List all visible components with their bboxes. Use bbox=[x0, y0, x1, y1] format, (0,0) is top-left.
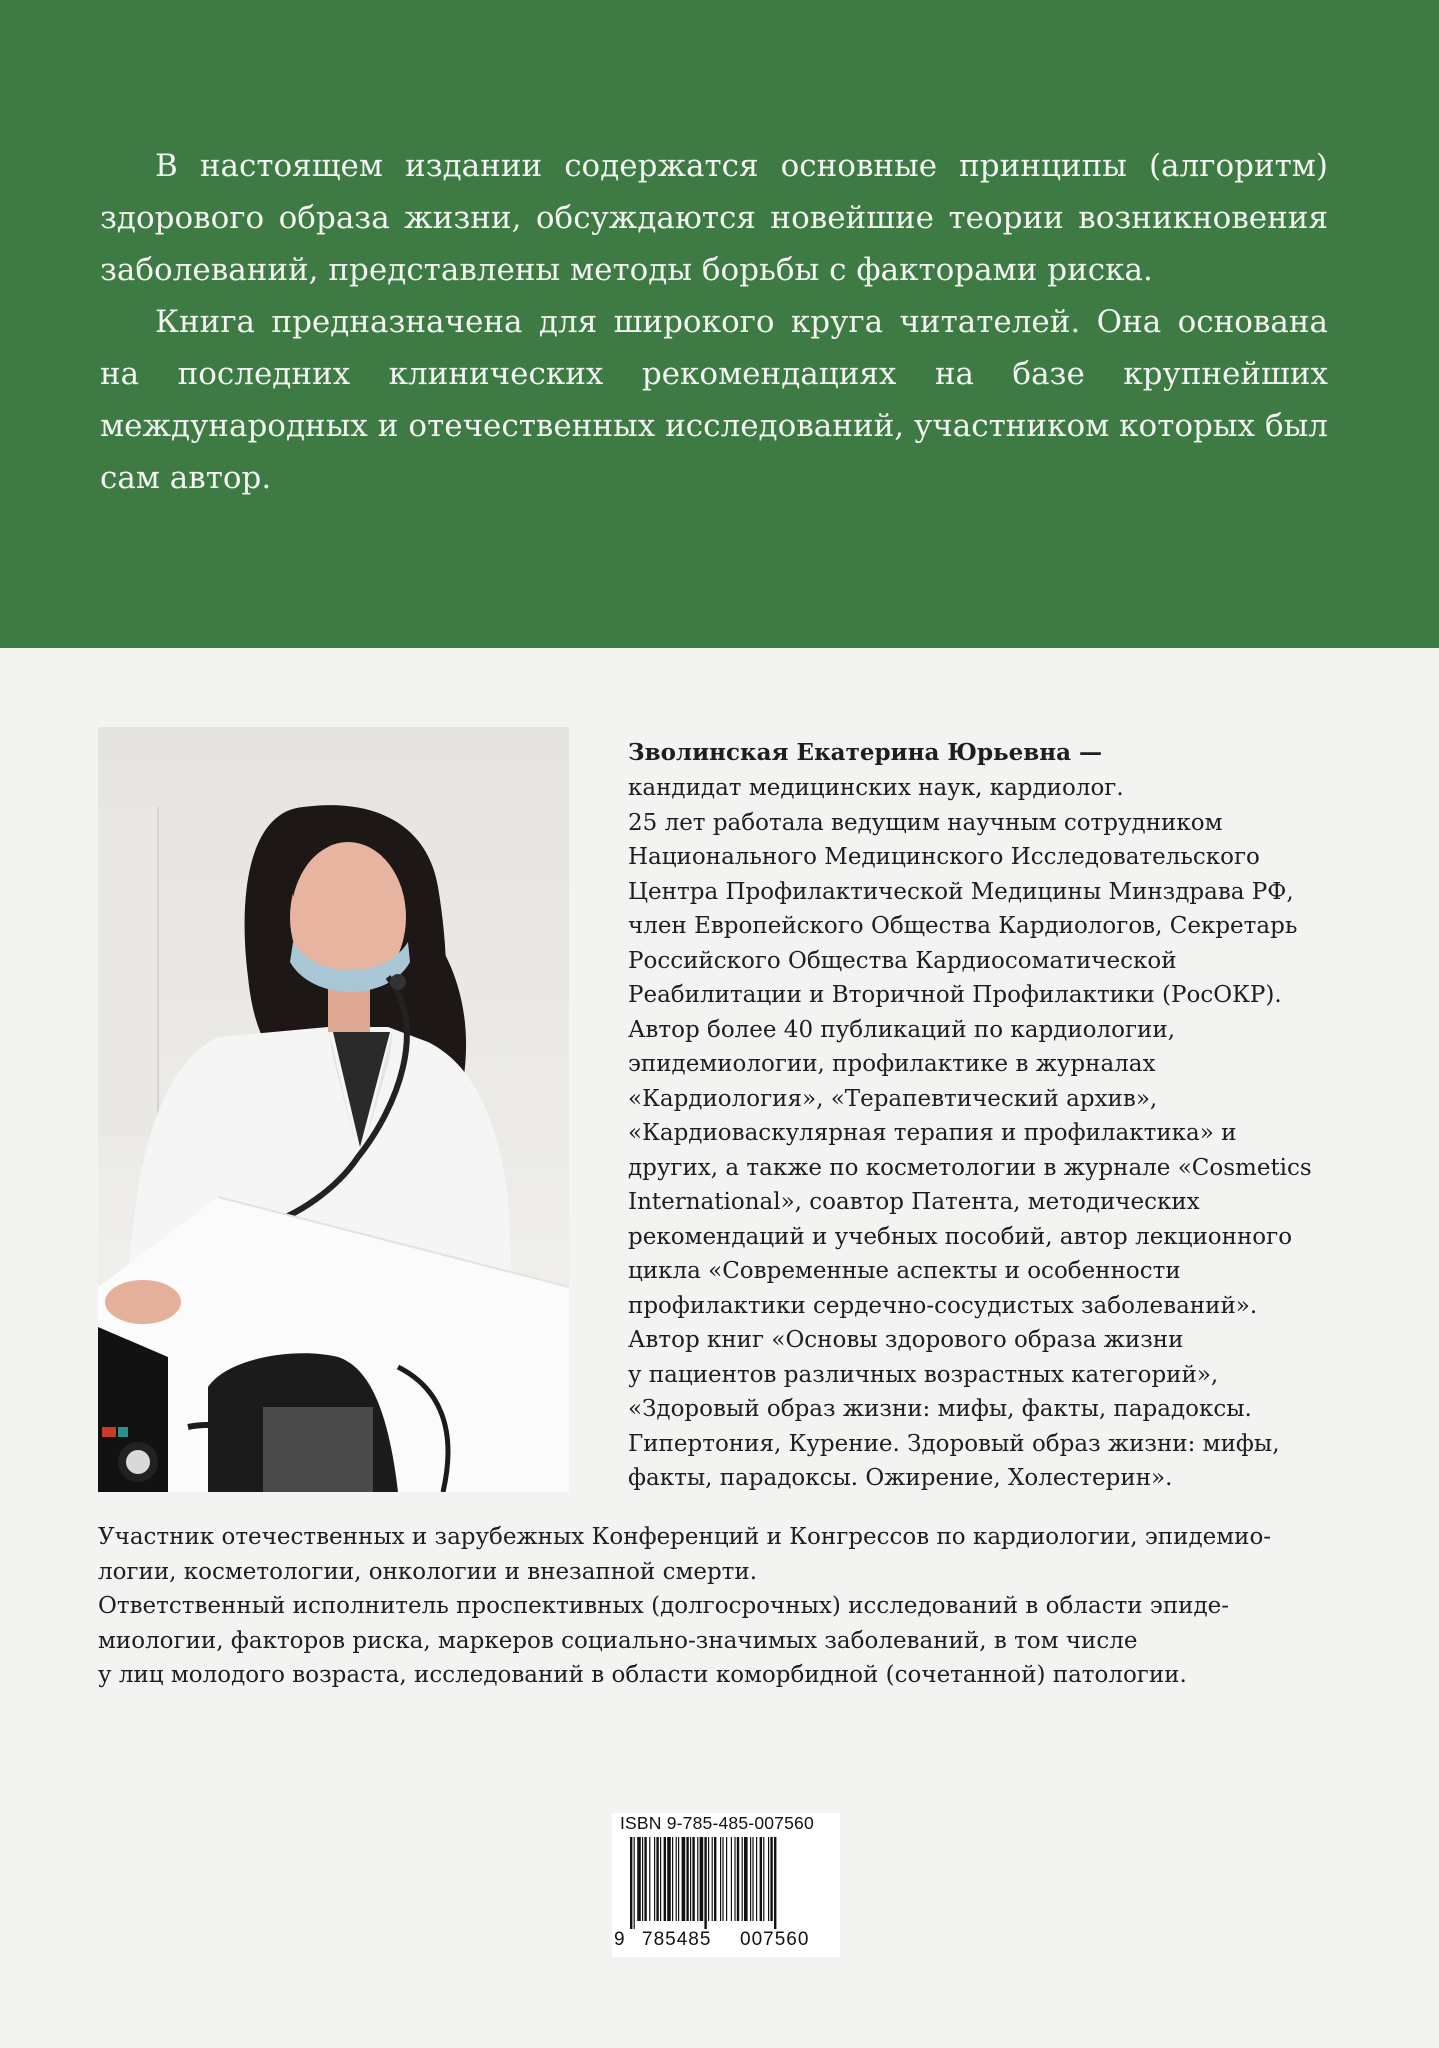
bio-line: International», соавтор Патента, методических bbox=[628, 1189, 1200, 1215]
barcode-bar bbox=[672, 1837, 673, 1921]
barcode-bar bbox=[708, 1837, 709, 1921]
author-name: Зволинская Екатерина Юрьевна — bbox=[628, 739, 1103, 766]
annotation-paragraph-2: Книга предназначена для широкого круга читателей. Она основана на последних клинических рекомендациях на базе крупнейших международных и отечественных исследований, участником которых был сам автор. bbox=[100, 304, 1328, 496]
barcode-digit-group-1: 785485 bbox=[642, 1929, 712, 1950]
bio-line: Российского Общества Кардиосоматической bbox=[628, 947, 1177, 974]
barcode-bar bbox=[726, 1837, 727, 1921]
barcode-bar bbox=[649, 1837, 650, 1921]
bio-line: Центра Профилактической Медицины Минздрава РФ, bbox=[628, 878, 1294, 905]
bio-line: «Кардиоваскулярная терапия и профилактика» и bbox=[628, 1120, 1237, 1146]
barcode-bar bbox=[712, 1837, 713, 1921]
bio-line: Реабилитации и Вторичной Профилактики (РосОКР). bbox=[628, 982, 1282, 1008]
author-photo bbox=[98, 727, 569, 1492]
barcode-bar bbox=[656, 1837, 658, 1921]
barcode-bar bbox=[714, 1837, 716, 1921]
bio-line: «Кардиология», «Терапевтический архив», bbox=[628, 1085, 1158, 1112]
career-line: Ответственный исполнитель проспективных (долгосрочных) исследований в области эпиде- bbox=[98, 1593, 1230, 1619]
annotation-text bbox=[100, 140, 1328, 504]
barcode-bar bbox=[630, 1837, 632, 1929]
barcode-bar bbox=[774, 1837, 776, 1929]
barcode-bar bbox=[734, 1837, 735, 1921]
barcode-bar bbox=[664, 1837, 666, 1921]
bio-line: «Здоровый образ жизни: мифы, факты, парадоксы. bbox=[628, 1396, 1252, 1422]
barcode-bar bbox=[686, 1837, 688, 1921]
barcode-bar bbox=[760, 1837, 762, 1921]
barcode-bar bbox=[660, 1837, 661, 1921]
barcode-bar bbox=[690, 1837, 691, 1921]
bio-line: у пациентов различных возрастных категорий», bbox=[628, 1361, 1219, 1388]
bio-line: эпидемиологии, профилактике в журналах bbox=[628, 1051, 1156, 1077]
barcode-bar bbox=[642, 1837, 643, 1921]
barcode-bar bbox=[720, 1837, 721, 1921]
barcode-bar bbox=[654, 1837, 655, 1921]
barcode-bar bbox=[770, 1837, 772, 1921]
barcode-bar bbox=[692, 1837, 694, 1921]
isbn-barcode-block bbox=[612, 1813, 840, 1957]
annotation-paragraph-1: В настоящем издании содержатся основные принципы (алгоритм) здорового образа жизни, обсуждаются новейшие теории возникновения заболеваний, представлены методы борьбы с факторами риска. bbox=[100, 148, 1328, 288]
barcode-bar bbox=[722, 1837, 723, 1921]
bio-line: факты, парадоксы. Ожирение, Холестерин». bbox=[628, 1465, 1173, 1491]
career-line: миологии, факторов риска, маркеров социально-значимых заболеваний, в том числе bbox=[98, 1627, 1138, 1654]
barcode-bar bbox=[752, 1837, 753, 1921]
barcode-bar bbox=[742, 1837, 743, 1921]
barcode-bar bbox=[700, 1837, 704, 1921]
barcode-bar bbox=[637, 1837, 641, 1921]
barcode-bar bbox=[737, 1837, 739, 1921]
career-line: логии, косметологии, онкологии и внезапной смерти. bbox=[98, 1558, 758, 1585]
career-line: Участник отечественных и зарубежных Конференций и Конгрессов по кардиологии, эпидемио- bbox=[98, 1524, 1272, 1550]
barcode-bar bbox=[634, 1837, 635, 1929]
bio-line: рекомендаций и учебных пособий, автор лекционного bbox=[628, 1223, 1293, 1250]
barcode-bar bbox=[644, 1837, 646, 1921]
bio-line: 25 лет работала ведущим научным сотрудником bbox=[628, 809, 1223, 836]
barcode-bar bbox=[682, 1837, 686, 1921]
barcode-bar bbox=[704, 1837, 706, 1929]
barcode-digit-group-2: 007560 bbox=[740, 1929, 810, 1950]
bio-line: Автор более 40 публикаций по кардиологии, bbox=[628, 1016, 1176, 1043]
bio-line: Гипертония, Курение. Здоровый образ жизни: мифы, bbox=[628, 1430, 1280, 1457]
barcode bbox=[616, 1837, 836, 1929]
barcode-bar bbox=[744, 1837, 748, 1921]
barcode-bar bbox=[763, 1837, 764, 1921]
barcode-bar bbox=[678, 1837, 679, 1921]
barcode-bar bbox=[756, 1837, 757, 1921]
barcode-bar bbox=[768, 1837, 769, 1921]
bio-line: цикла «Современные аспекты и особенности bbox=[628, 1258, 1181, 1284]
bio-line: других, а также по косметологии в журнале «Cosmetics bbox=[628, 1154, 1312, 1181]
bio-line: Национального Медицинского Исследовательского bbox=[628, 844, 1260, 870]
bio-line: Автор книг «Основы здорового образа жизни bbox=[628, 1327, 1184, 1353]
bio-line: кандидат медицинских наук, кардиолог. bbox=[628, 775, 1124, 801]
bio-line: профилактики сердечно-сосудистых заболеваний». bbox=[628, 1292, 1258, 1319]
bio-line: член Европейского Общества Кардиологов, Секретарь bbox=[628, 913, 1298, 939]
barcode-bar bbox=[731, 1837, 732, 1921]
isbn-label: ISBN 9-785-485-007560 bbox=[620, 1813, 814, 1833]
barcode-bar bbox=[750, 1837, 751, 1921]
author-career-text bbox=[98, 1520, 1348, 1693]
author-bio bbox=[628, 771, 1368, 1496]
barcode-digit-first: 9 bbox=[614, 1929, 625, 1950]
barcode-bar bbox=[667, 1837, 671, 1921]
barcode-bar bbox=[676, 1837, 677, 1921]
barcode-bar bbox=[697, 1837, 698, 1921]
career-line: у лиц молодого возраста, исследований в области коморбидной (сочетанной) патологии. bbox=[98, 1662, 1187, 1688]
